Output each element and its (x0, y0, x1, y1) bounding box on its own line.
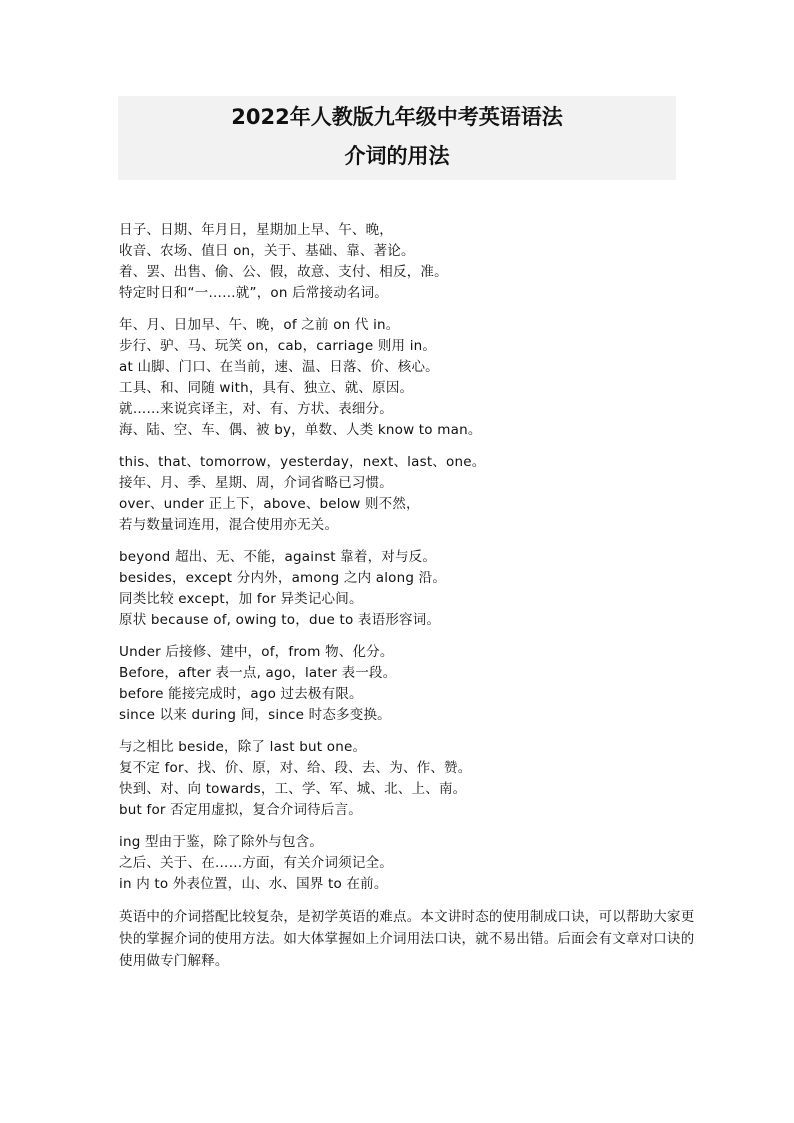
mnemonic-line: 若与数量词连用，混合使用亦无关。 (119, 517, 339, 533)
mnemonic-line: 海、陆、空、车、偶、被 by，单数、人类 know to man。 (119, 422, 482, 438)
mnemonic-line: 复不定 for、找、价、原，对、给、段、去、为、作、赞。 (119, 760, 472, 776)
mnemonic-line: Before，after 表一点, ago，later 表一段。 (119, 665, 397, 681)
mnemonic-stanza (119, 547, 699, 631)
mnemonic-line: besides，except 分内外，among 之内 along 沿。 (119, 570, 447, 586)
mnemonic-line: 收音、农场、值日 on，关于、基础、靠、著论。 (119, 243, 415, 259)
document-subtitle: 介词的用法 (344, 144, 450, 168)
mnemonic-line: 年、月、日加早、午、晚，of 之前 on 代 in。 (119, 317, 400, 333)
mnemonic-line: before 能接完成时，ago 过去极有限。 (119, 686, 363, 702)
closing-paragraph: 英语中的介词搭配比较复杂，是初学英语的难点。本文讲时态的使用制成口诀，可以帮助大家更快的掌握介词的使用方法。如大体掌握如上介词用法口诀，就不易出错。后面会有文章对口诀的使用做专门解释。 (119, 909, 695, 969)
mnemonic-line: 之后、关于、在……方面，有关介词须记全。 (119, 855, 393, 871)
mnemonic-line: beyond 超出、无、不能，against 靠着，对与反。 (119, 549, 437, 565)
mnemonic-line: 工具、和、同随 with，具有、独立、就、原因。 (119, 380, 414, 396)
mnemonic-line: ing 型由于鉴，除了除外与包含。 (119, 834, 324, 850)
mnemonic-stanza (119, 220, 699, 304)
document-body (119, 220, 699, 972)
mnemonic-line: 接年、月、季、星期、周，介词省略已习惯。 (119, 475, 393, 491)
mnemonic-line: 快到、对、向 towards，工、学、军、城、北、上、南。 (119, 781, 467, 797)
document-title: 2022年人教版九年级中考英语语法 (231, 105, 563, 129)
mnemonic-line: but for 否定用虚拟，复合介词待后言。 (119, 802, 362, 818)
mnemonic-line: 同类比较 except，加 for 异类记心间。 (119, 591, 363, 607)
mnemonic-line: 特定时日和“一……就”，on 后常接动名词。 (119, 285, 388, 301)
mnemonic-line: at 山脚、门口、在当前，速、温、日落、价、核心。 (119, 359, 439, 375)
mnemonic-line: 步行、驴、马、玩笑 on，cab，carriage 则用 in。 (119, 338, 437, 354)
mnemonic-line: 原状 because of, owing to，due to 表语形容词。 (119, 612, 441, 628)
mnemonic-line: this、that、tomorrow，yesterday，next、last、one。 (119, 454, 486, 470)
mnemonic-line: over、under 正上下，above、below 则不然， (119, 496, 420, 512)
mnemonic-stanza (119, 452, 699, 536)
mnemonic-stanza (119, 832, 699, 895)
title-box (118, 96, 676, 180)
mnemonic-stanza (119, 315, 699, 441)
mnemonic-stanza (119, 737, 699, 821)
mnemonic-line: in 内 to 外表位置，山、水、国界 to 在前。 (119, 876, 388, 892)
mnemonic-line: Under 后接修、建中，of，from 物、化分。 (119, 644, 394, 660)
mnemonic-stanza (119, 642, 699, 726)
mnemonic-line: 就……来说宾译主，对、有、方状、表细分。 (119, 401, 393, 417)
mnemonic-line: 着、罢、出售、偷、公、假，故意、支付、相反，准。 (119, 264, 448, 280)
mnemonic-line: 日子、日期、年月日，星期加上早、午、晚， (119, 222, 393, 238)
mnemonic-line: since 以来 during 间，since 时态多变换。 (119, 707, 391, 723)
mnemonic-line: 与之相比 beside，除了 last but one。 (119, 739, 367, 755)
